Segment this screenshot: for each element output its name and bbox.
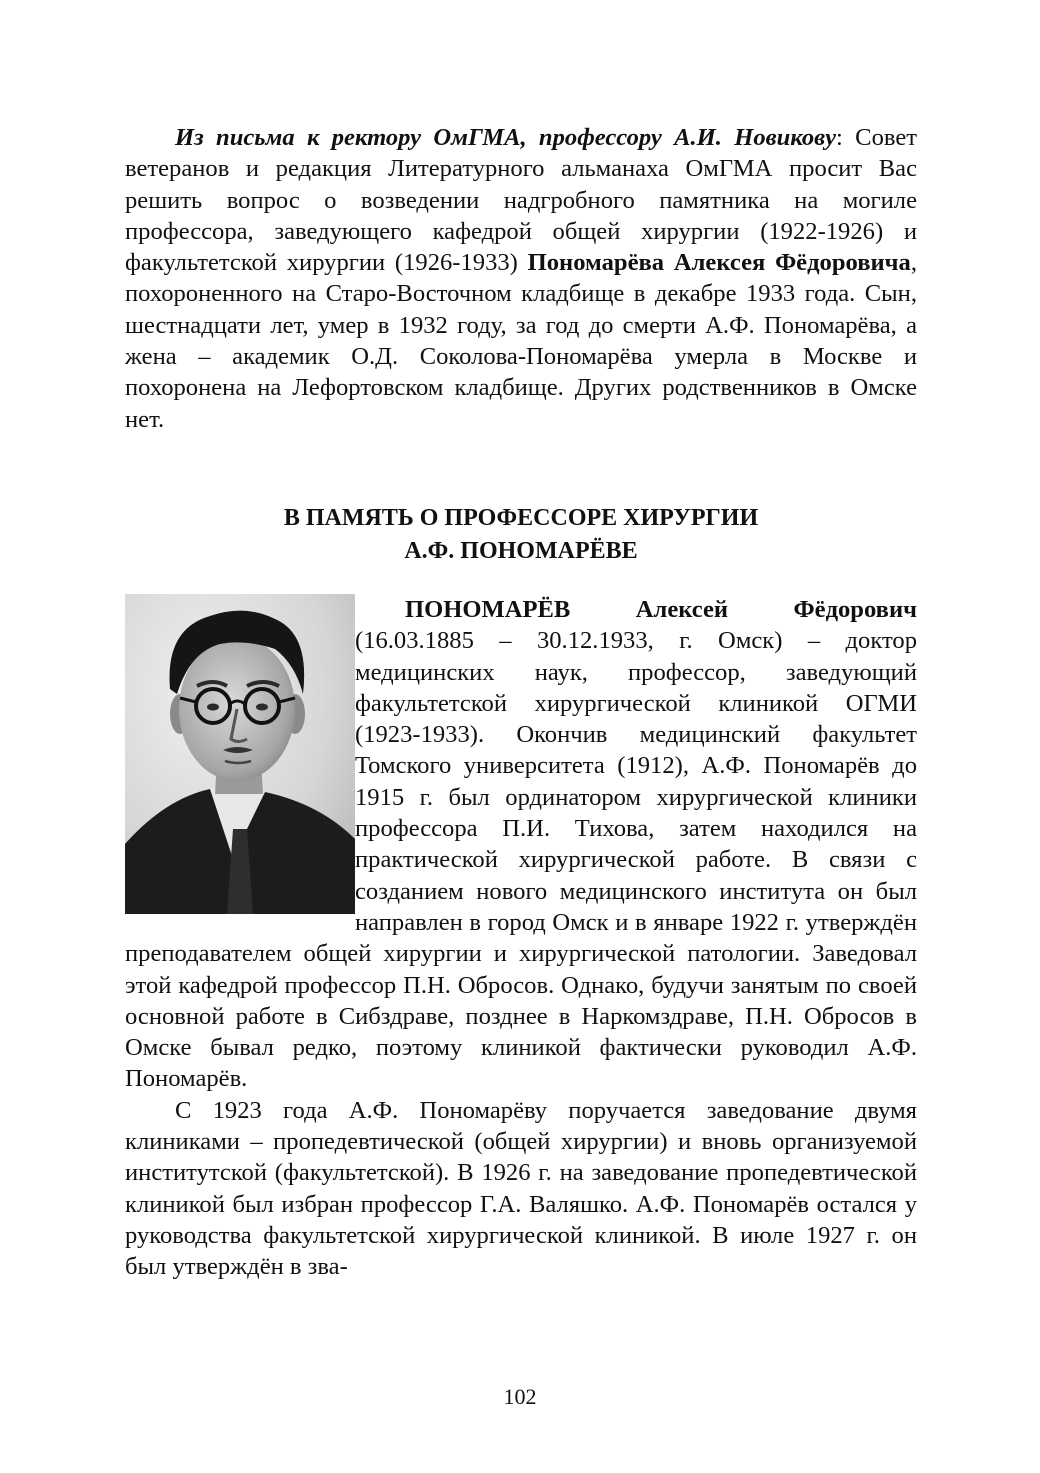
letter-paragraph xyxy=(125,122,917,435)
letter-text-after-name: , похороненного на Старо-Восточном кладбище в декабре 1933 года. Сын, шестнадцати лет, умер в 1932 году, за год до смерти А.Ф. Пономарёва, а жена – академик О.Д. Соколова-Пономарёва умерла в Москве и похоронена на Лефортовском кладбище. Других родственников в Омске нет. xyxy=(125,249,917,433)
page-number: 102 xyxy=(503,1384,537,1409)
section-heading xyxy=(125,502,917,568)
letter-colon: : xyxy=(836,124,843,151)
portrait-photo xyxy=(125,594,355,914)
biography-paragraph-1-text: (16.03.1885 – 30.12.1933, г. Омск) – доктор медицинских наук, профессор, заведующий факультетской хирургической клиникой ОГМИ (1923-1933). Окончив медицинский факультет Томского университета (1912), А.Ф. Пономарёв до 1915 г. был ординатором хирургической клиники профессора П.И. Тихова, затем находился на практической хирургической работе. В связи с созданием нового медицинского института он был направлен в город Омск и в январе 1922 г. утверждён преподавателем общей хирургии и хирургической патологии. Заведовал этой кафедрой профессор П.Н. Обросов. Однако, будучи занятым по своей основной работе в Сибздраве, позднее в Наркомздраве, П.Н. Обросов в Омске бывал редко, поэтому клиникой фактически руководил А.Ф. Пономарёв. xyxy=(125,627,917,1093)
section-heading-line-1: В ПАМЯТЬ О ПРОФЕССОРЕ ХИРУРГИИ xyxy=(283,504,759,531)
page-body xyxy=(125,122,917,1283)
letter-intro: Из письма к ректору ОмГМА, профессору А.И. Новикову xyxy=(175,124,837,151)
biography-name: ПОНОМАРЁВ Алексей Фёдорович xyxy=(405,595,917,623)
letter-text-before-name: Совет ветеранов и редакция Литературного альманаха ОмГМА просит Вас решить вопрос о возведении надгробного памятника на могиле профессора, заведующего кафедрой общей хирургии (1922-1926) и факультетской хирургии (1926-1933) xyxy=(125,124,917,277)
section-heading-line-2: А.Ф. ПОНОМАРЁВЕ xyxy=(404,537,638,564)
biography-paragraph-2: С 1923 года А.Ф. Пономарёву поручается заведование двумя клиниками – пропедевтической (общей хирургии) и вновь организуемой институтской (факультетской). В 1926 г. на заведование пропедевтической клиникой был избран профессор Г.А. Валяшко. А.Ф. Пономарёв остался у руководства факультетской хирургической клиникой. В июле 1927 г. он был утверждён в зва- xyxy=(125,1096,917,1281)
letter-name: Пономарёва Алексея Фёдоровича xyxy=(527,249,911,277)
